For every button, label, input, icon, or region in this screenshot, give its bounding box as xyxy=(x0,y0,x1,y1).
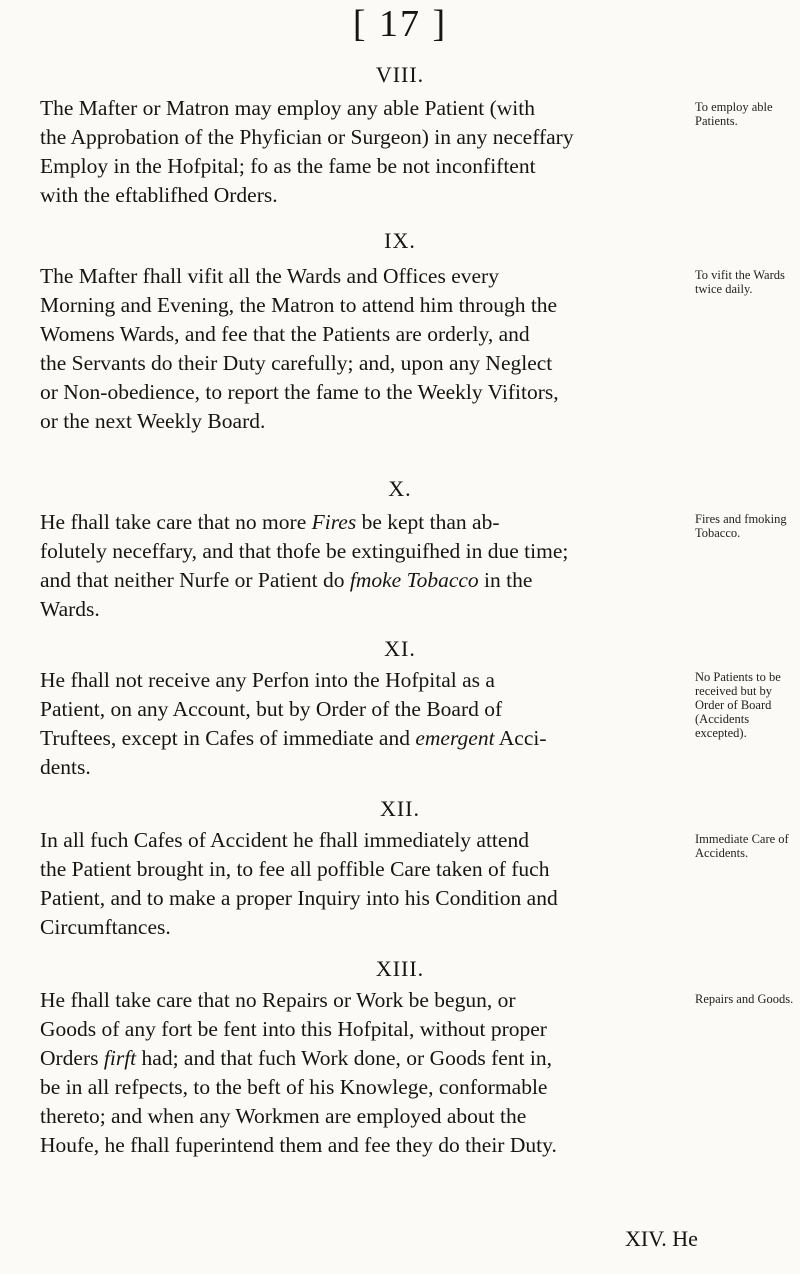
text-line: the Patient brought in, to fee all poffible Care taken of fuch xyxy=(40,857,550,881)
text-line: In all fuch Cafes of Accident he fhall immediately attend xyxy=(40,828,529,852)
section-numeral-xi: XI. xyxy=(384,636,416,661)
text-line: folutely neceffary, and that thofe be extinguifhed in due time; xyxy=(40,539,569,563)
text-line: Employ in the Hofpital; fo as the fame be not inconfiftent xyxy=(40,154,536,178)
text-line: He fhall not receive any Perfon into the Hofpital as a xyxy=(40,668,495,692)
catchword: XIV. He xyxy=(625,1226,698,1251)
text-line: Orders firft had; and that fuch Work done, or Goods fent in, xyxy=(40,1046,552,1070)
section-numeral-x: X. xyxy=(388,476,412,501)
section-xi-text xyxy=(40,666,690,782)
text-line: Patient, on any Account, but by Order of the Board of xyxy=(40,697,503,721)
section-xiii-text xyxy=(40,986,690,1160)
text-line: the Approbation of the Phyfician or Surgeon) in any neceffary xyxy=(40,125,574,149)
section-numeral-viii: VIII. xyxy=(375,62,425,87)
text-line: Womens Wards, and fee that the Patients are orderly, and xyxy=(40,322,530,346)
text-line: Circumftances. xyxy=(40,915,171,939)
section-numeral-ix: IX. xyxy=(384,228,416,253)
text-line: Wards. xyxy=(40,597,100,621)
section-ix-text xyxy=(40,262,690,436)
text-line: the Servants do their Duty carefully; and, upon any Neglect xyxy=(40,351,553,375)
section-x-text xyxy=(40,508,690,624)
text-line: He fhall take care that no more Fires be kept than ab- xyxy=(40,510,500,534)
margin-note-xiii: Repairs and Goods. xyxy=(695,992,794,1006)
margin-note-ix: To vifit the Wards twice daily. xyxy=(695,268,785,296)
text-line: Patient, and to make a proper Inquiry into his Condition and xyxy=(40,886,558,910)
margin-note-viii: To employ able Patients. xyxy=(695,100,773,128)
text-line: or the next Weekly Board. xyxy=(40,409,266,433)
text-line: thereto; and when any Workmen are employed about the xyxy=(40,1104,527,1128)
section-xii-text xyxy=(40,826,690,942)
text-line: be in all refpects, to the beft of his Knowlege, conformable xyxy=(40,1075,548,1099)
text-line: Goods of any fort be fent into this Hofpital, without proper xyxy=(40,1017,547,1041)
section-numeral-xii: XII. xyxy=(379,796,421,821)
text-line: dents. xyxy=(40,755,91,779)
page-number: [ 17 ] xyxy=(352,3,448,45)
text-line: and that neither Nurfe or Patient do fmoke Tobacco in the xyxy=(40,568,533,592)
text-line: The Mafter fhall vifit all the Wards and Offices every xyxy=(40,264,499,288)
margin-note-x: Fires and fmoking Tobacco. xyxy=(695,512,787,540)
text-line: He fhall take care that no Repairs or Work be begun, or xyxy=(40,988,516,1012)
text-line: Truftees, except in Cafes of immediate and emergent Acci- xyxy=(40,726,547,750)
section-viii-text xyxy=(40,94,690,210)
section-numeral-xiii: XIII. xyxy=(375,956,425,981)
text-line: Morning and Evening, the Matron to attend him through the xyxy=(40,293,558,317)
margin-note-xii: Immediate Care of Accidents. xyxy=(695,832,789,860)
text-line: Houfe, he fhall fuperintend them and fee they do their Duty. xyxy=(40,1133,557,1157)
margin-note-xi: No Patients to be received but by Order of Board (Accidents excepted). xyxy=(695,670,781,740)
text-line: The Mafter or Matron may employ any able Patient (with xyxy=(40,96,535,120)
text-line: with the eftablifhed Orders. xyxy=(40,183,278,207)
text-line: or Non-obedience, to report the fame to the Weekly Vifitors, xyxy=(40,380,559,404)
